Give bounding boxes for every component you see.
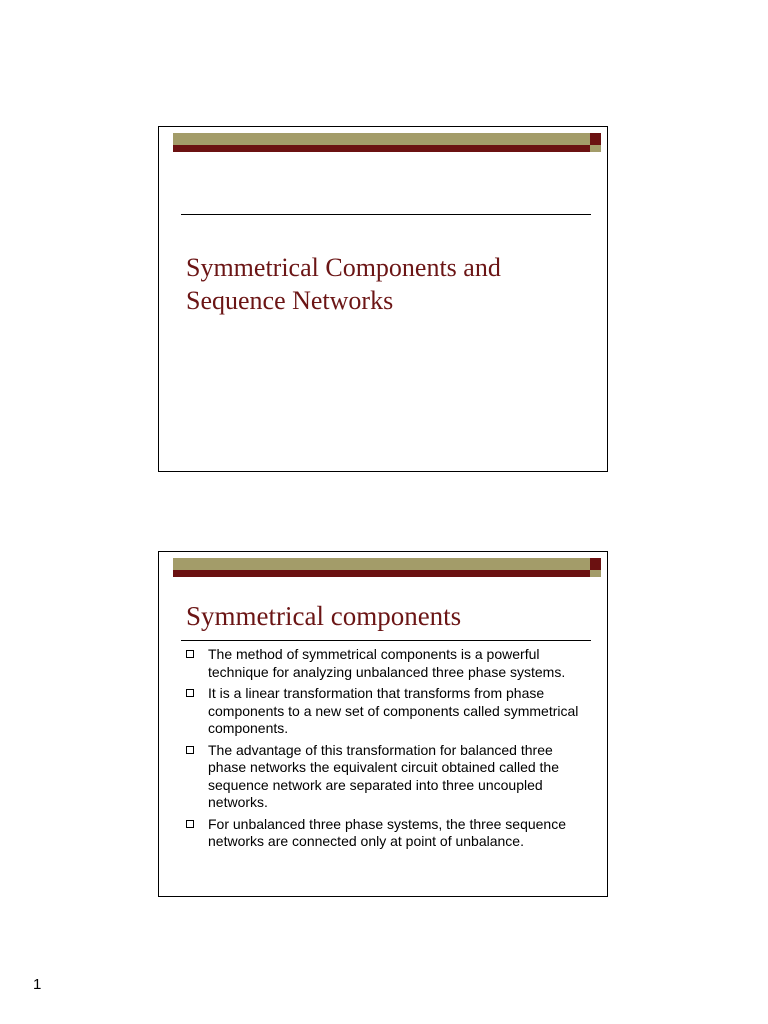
square-bullet-icon bbox=[186, 820, 194, 828]
header-bar-olive bbox=[173, 558, 590, 570]
bullet-text: The advantage of this transformation for balanced three phase networks the equivalent circuit obtained called the sequence network are separated into three uncoupled networks. bbox=[208, 741, 559, 810]
bullet-text: It is a linear transformation that transforms from phase components to a new set of components called symmetrical components. bbox=[208, 685, 579, 736]
header-bar-maroon bbox=[173, 570, 590, 577]
header-square-maroon bbox=[590, 133, 601, 145]
bullet-text: The method of symmetrical components is a powerful technique for analyzing unbalanced three phase systems. bbox=[208, 646, 566, 680]
square-bullet-icon bbox=[186, 689, 194, 697]
header-square-olive bbox=[590, 570, 601, 577]
slide-2 bbox=[158, 551, 608, 897]
header-square-maroon bbox=[590, 558, 601, 570]
bullet-item bbox=[183, 646, 583, 681]
bullet-item bbox=[183, 816, 583, 851]
bullet-text: For unbalanced three phase systems, the three sequence networks are connected only at point of unbalance. bbox=[208, 815, 566, 849]
header-bar-olive bbox=[173, 133, 590, 145]
title-divider bbox=[181, 640, 591, 641]
page-number: 1 bbox=[33, 976, 42, 993]
slide-1 bbox=[158, 126, 608, 472]
title-divider bbox=[181, 214, 591, 215]
bullet-list bbox=[183, 646, 583, 855]
square-bullet-icon bbox=[186, 650, 194, 658]
header-bar-maroon bbox=[173, 145, 590, 152]
slide-title: Symmetrical Components and Sequence Networks bbox=[186, 253, 501, 315]
header-square-olive bbox=[590, 145, 601, 152]
slide-title: Symmetrical components bbox=[186, 601, 462, 631]
bullet-item bbox=[183, 742, 583, 812]
bullet-item bbox=[183, 685, 583, 738]
square-bullet-icon bbox=[186, 746, 194, 754]
